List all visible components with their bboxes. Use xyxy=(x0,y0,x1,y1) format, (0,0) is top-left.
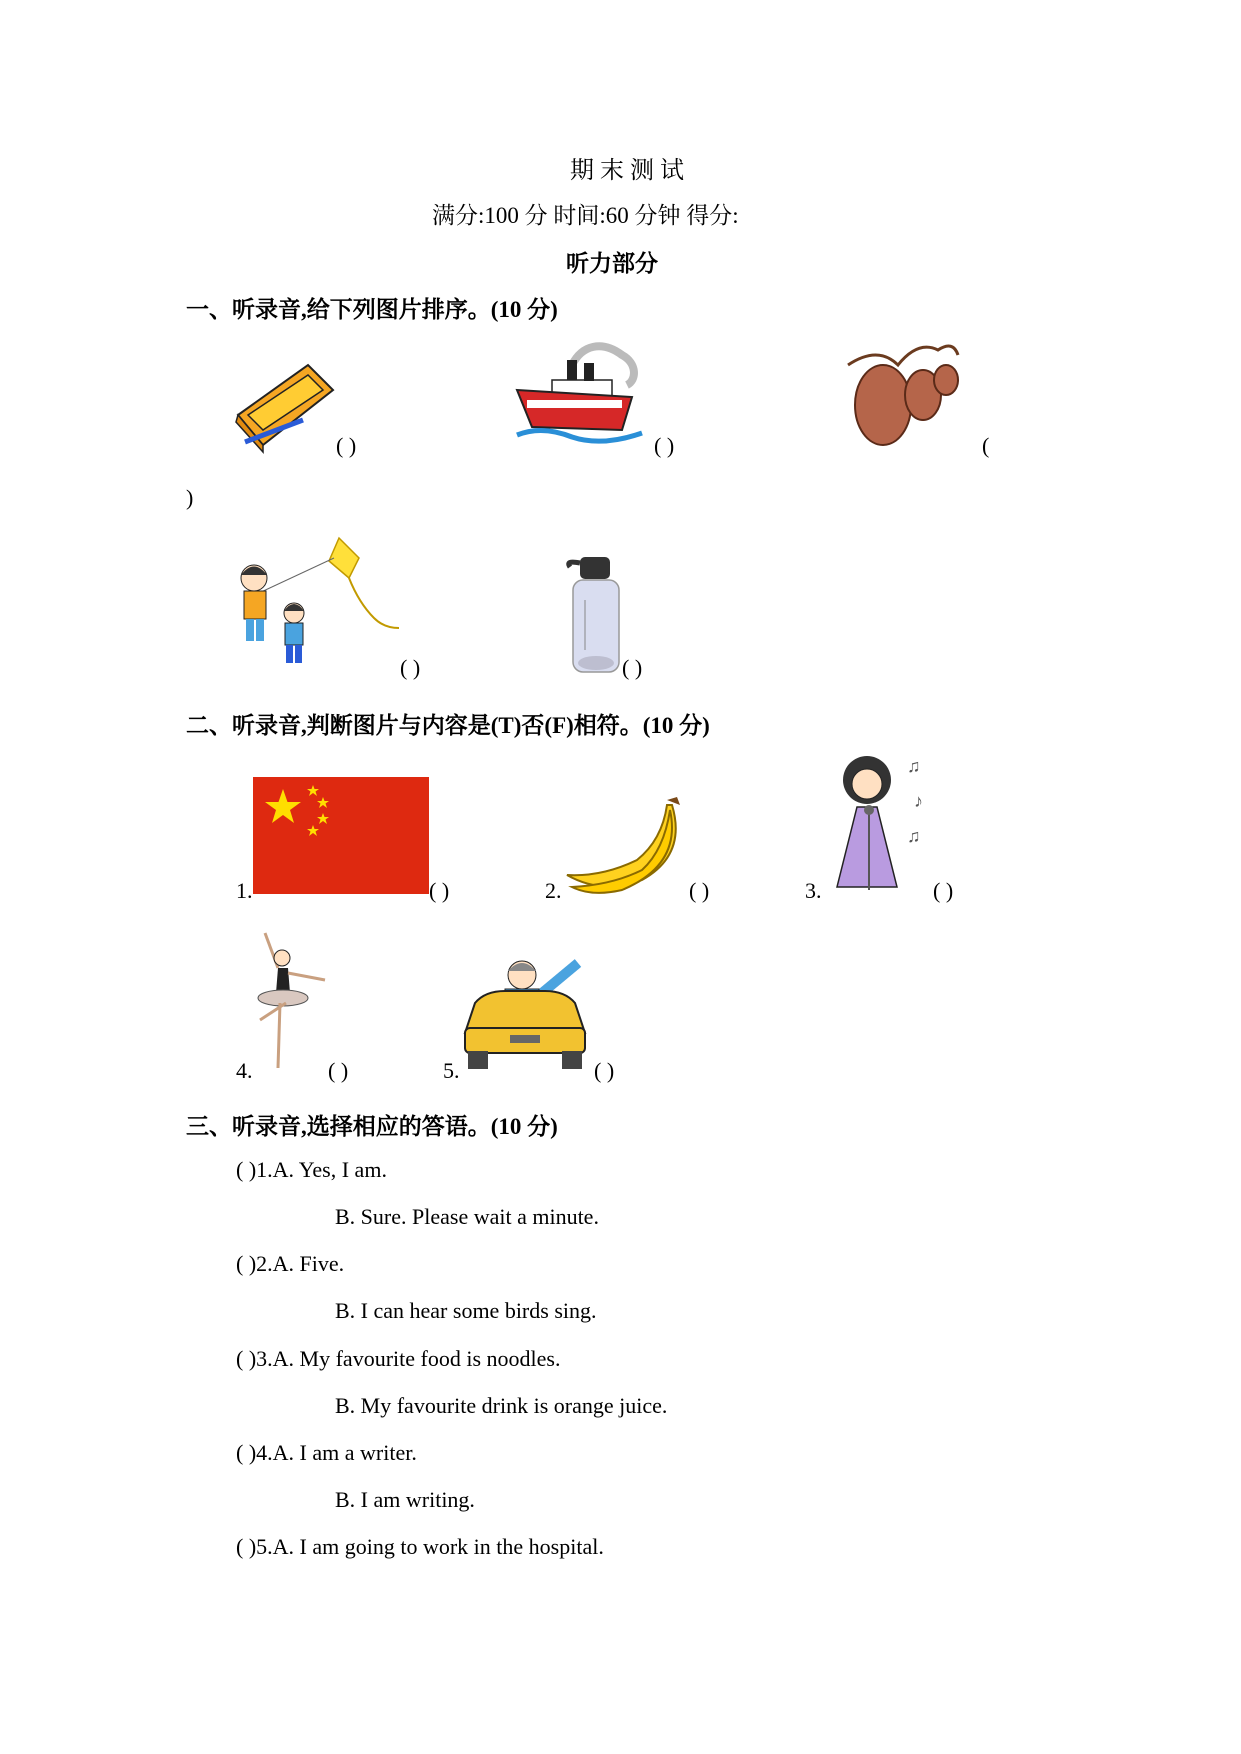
ballet-dancer-icon xyxy=(250,928,332,1073)
s2-num-4: 4. xyxy=(236,1058,253,1083)
section3-heading: 三、听录音,选择相应的答语。(10 分) xyxy=(186,1114,558,1139)
s1-answer-1[interactable]: ( ) xyxy=(336,433,357,458)
q4-line-b: B. I am writing. xyxy=(335,1487,475,1512)
water-bottle-icon xyxy=(565,555,627,677)
s2-answer-5[interactable]: ( ) xyxy=(594,1058,615,1083)
china-flag-icon xyxy=(253,777,429,894)
s1-answer-3-open[interactable]: ( xyxy=(982,433,990,458)
q2-line-b: B. I can hear some birds sing. xyxy=(335,1298,597,1323)
q3-line-b: B. My favourite drink is orange juice. xyxy=(335,1393,668,1418)
car-driver-icon xyxy=(460,953,600,1073)
s1-answer-5[interactable]: ( ) xyxy=(622,655,643,680)
svg-text:♫: ♫ xyxy=(907,826,921,846)
s1-answer-2[interactable]: ( ) xyxy=(654,433,675,458)
s2-num-2: 2. xyxy=(545,878,562,903)
s2-answer-1[interactable]: ( ) xyxy=(429,878,450,903)
s1-answer-3-close: ) xyxy=(186,485,194,510)
singer-icon xyxy=(822,752,932,894)
q2-line-a: ( )2.A. Five. xyxy=(236,1251,345,1276)
part-title: 听力部分 xyxy=(566,251,658,276)
page-title: 期 末 测 试 xyxy=(570,158,684,184)
s2-num-1: 1. xyxy=(236,878,253,903)
q1-line-a: ( )1.A. Yes, I am. xyxy=(236,1157,387,1182)
q4-line-a: ( )4.A. I am a writer. xyxy=(236,1440,417,1465)
s2-num-3: 3. xyxy=(805,878,822,903)
svg-text:♫: ♫ xyxy=(907,756,921,776)
ship-icon xyxy=(512,335,647,450)
q1-line-b: B. Sure. Please wait a minute. xyxy=(335,1204,599,1229)
bananas-icon xyxy=(562,795,692,895)
s1-answer-4[interactable]: ( ) xyxy=(400,655,421,680)
s2-answer-2[interactable]: ( ) xyxy=(689,878,710,903)
sweet-potato-icon xyxy=(838,335,963,450)
exam-info: 满分:100 分 时间:60 分钟 得分: xyxy=(432,203,739,228)
s2-answer-4[interactable]: ( ) xyxy=(328,1058,349,1083)
q5-line-a: ( )5.A. I am going to work in the hospital. xyxy=(236,1534,604,1559)
section2-heading: 二、听录音,判断图片与内容是(T)否(F)相符。(10 分) xyxy=(186,713,710,738)
s2-answer-3[interactable]: ( ) xyxy=(933,878,954,903)
kite-flying-icon xyxy=(234,533,404,673)
s2-num-5: 5. xyxy=(443,1058,460,1083)
svg-text:♪: ♪ xyxy=(914,791,923,811)
pencil-case-icon xyxy=(233,360,338,455)
section1-heading: 一、听录音,给下列图片排序。(10 分) xyxy=(186,297,558,322)
q3-line-a: ( )3.A. My favourite food is noodles. xyxy=(236,1346,561,1371)
